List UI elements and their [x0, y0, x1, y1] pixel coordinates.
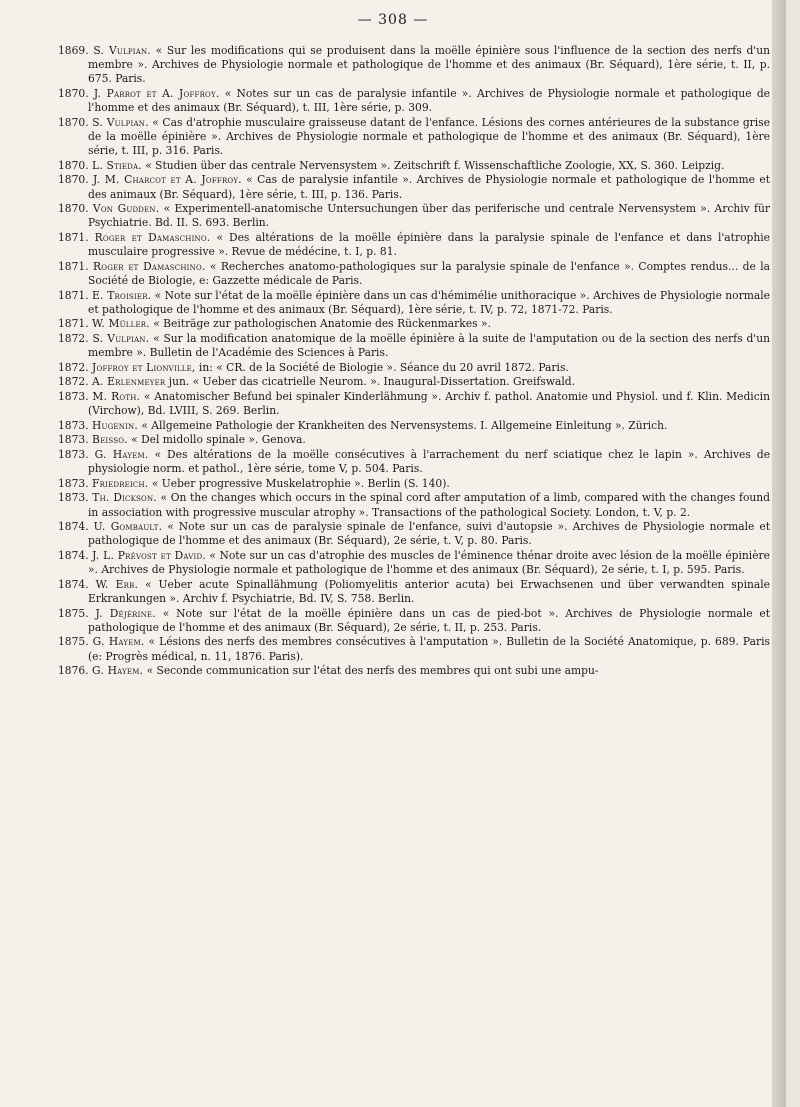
- entry-author: Roger et Damaschino.: [93, 259, 206, 273]
- bibliography-entry: [58, 607, 770, 635]
- entry-text: « Sur les modifications qui se produisent dans la moëlle épinière sous l'influence de la section des nerfs d'un membre ». Archives de Physiologie normale et pathologique de l'homme et des animaux (Br. Séquard), 1ère série, t. II, p. 675. Paris.: [88, 44, 771, 86]
- bibliography-entry: [58, 419, 770, 433]
- entry-year: 1870.: [58, 173, 89, 187]
- bibliography-entry: [58, 448, 770, 476]
- page-number: — 308 —: [357, 12, 429, 28]
- page-edge: [772, 0, 786, 1107]
- bibliography-entry: [58, 289, 770, 317]
- entry-year: 1874.: [58, 520, 89, 534]
- entry-text: « Beiträge zur pathologischen Anatomie des Rückenmarkes ».: [153, 317, 491, 331]
- bibliography-entry: [58, 87, 770, 115]
- entry-author: A. Erlenmeyer: [92, 375, 166, 389]
- entry-text: « Sur la modification anatomique de la moëlle épinière à la suite de l'amputation ou de la section des nerfs d'un membre ». Bulletin de l'Académie des Sciences à Paris.: [88, 331, 770, 360]
- entry-text: « Anatomischer Befund bei spinaler Kinderlähmung ». Archiv f. pathol. Anatomie und Physiol. und f. Klin. Medicin (Virchow), Bd. LVIII, S. 269. Berlin.: [88, 389, 770, 418]
- entry-year: 1873.: [58, 476, 89, 490]
- entry-year: 1870.: [58, 158, 89, 172]
- entry-author: S. Vulpian.: [93, 44, 151, 57]
- entry-year: 1876.: [58, 664, 89, 678]
- entry-year: 1871.: [58, 288, 89, 302]
- entry-author: W. Müller.: [92, 317, 150, 331]
- bibliography-entry: [58, 231, 770, 259]
- entry-text: « Cas d'atrophie musculaire graisseuse datant de l'enfance. Lésions des cornes antérieures de la substance grise de la moëlle épinière ». Archives de Physiologie normale et pathologique de l'homme et des animaux (Br. Séquard), 1ère série, t. III, p. 316. Paris.: [88, 115, 770, 158]
- entry-author: G. Hayem.: [92, 635, 145, 649]
- entry-text: « Cas de paralysie infantile ». Archives de Physiologie normale et pathologique de l'homme et des animaux (Br. Séquard), 1ère série, t. III, p. 136. Paris.: [88, 173, 770, 201]
- entry-year: 1871.: [58, 259, 89, 273]
- entry-author: L. Stieda.: [92, 158, 142, 172]
- entry-author: M. Roth.: [92, 389, 141, 403]
- entry-text: jun. « Ueber das cicatrielle Neurom. ». Inaugural-Dissertation. Greifswald.: [168, 375, 576, 389]
- entry-author: U. Gombault.: [93, 520, 163, 534]
- entry-author: Beisso.: [92, 433, 128, 447]
- bibliography-entry: [58, 317, 770, 331]
- entry-text: « On the changes which occurs in the spinal cord after amputation of a limb, compared with the changes found in association with progressive muscular atrophy ». Transactions of the pathological Society. London, t. V, p. 2.: [88, 491, 770, 519]
- bibliography-entry: [58, 433, 770, 447]
- bibliography-entry: [58, 578, 770, 606]
- bibliography-entry: [58, 361, 770, 375]
- entry-author: Friedreich.: [92, 476, 149, 490]
- entry-text: « Note sur l'état de la moëlle épinière dans un cas de pied-bot ». Archives de Physiologie normale et pathologique de l'homme et des animaux (Br. Séquard), 2e série, t. II, p. 253. Paris.: [88, 606, 770, 634]
- entry-year: 1875.: [58, 606, 89, 620]
- entry-author: E. Troisier.: [92, 288, 152, 302]
- entry-text: « Experimentell-anatomische Untersuchungen über das periferische und centrale Nervensystem ». Archiv für Psychiatrie. Bd. II. S. 693. Berlin.: [88, 202, 770, 230]
- bibliography-entry: [58, 390, 770, 418]
- entry-year: 1873.: [58, 433, 89, 447]
- entry-year: 1871.: [58, 317, 89, 331]
- entry-author: S. Vulpian.: [92, 115, 149, 129]
- entry-text: « Lésions des nerfs des membres consécutives à l'amputation ». Bulletin de la Société Anatomique, p. 689. Paris (e: Progrès médical, n. 11, 1876. Paris).: [88, 635, 770, 663]
- bibliography-entry: [58, 664, 770, 678]
- entry-year: 1873.: [58, 389, 89, 403]
- entry-text: « Seconde communication sur l'état des nerfs des membres qui ont subi une ampu-: [146, 664, 599, 678]
- bibliography-entry: [58, 375, 770, 389]
- entry-author: Hugenin.: [92, 418, 138, 432]
- bibliography-entry: [58, 44, 770, 87]
- entry-author: J. L. Prévost et David.: [92, 548, 206, 562]
- entry-text: « Recherches anatomo-pathologiques sur la paralysie spinale de l'enfance ». Comptes rendus... de la Société de Biologie, e: Gazzette médicale de Paris.: [88, 259, 770, 287]
- entry-year: 1869.: [58, 44, 89, 57]
- bibliography-list: [58, 44, 770, 679]
- entry-year: 1872.: [58, 331, 89, 345]
- entry-year: 1874.: [58, 548, 89, 562]
- bibliography-entry: [58, 477, 770, 491]
- entry-text: « Des altérations de la moëlle consécutives à l'arrachement du nerf sciatique chez le lapin ». Archives de physiologie norm. et pathol., 1ère série, tome V, p. 504. Paris.: [88, 447, 771, 476]
- entry-text: « Note sur un cas d'atrophie des muscles de l'éminence thénar droite avec lésion de la moëlle épinière ». Archives de Physiologie normale et pathologique de l'homme et des animaux (Br. Séquard), 2e série, t. I, p. 595. Paris.: [88, 548, 770, 577]
- entry-year: 1871.: [58, 230, 89, 244]
- entry-year: 1870.: [58, 115, 89, 129]
- entry-year: 1875.: [58, 635, 89, 649]
- entry-author: W. Erb.: [95, 577, 139, 591]
- bibliography-entry: [58, 116, 770, 159]
- entry-text: « Ueber progressive Muskelatrophie ». Berlin (S. 140).: [151, 476, 450, 490]
- entry-author: Roger et Damaschino.: [94, 230, 211, 244]
- entry-text: « Note sur un cas de paralysie spinale de l'enfance, suivi d'autopsie ». Archives de Physiologie normale et pathologique de l'homme et des animaux (Br. Séquard), 2e série, t. V, p. 80. Paris.: [88, 520, 770, 548]
- entry-year: 1872.: [58, 360, 89, 374]
- entry-year: 1873.: [58, 418, 89, 432]
- entry-author: Von Gudden.: [92, 202, 160, 216]
- entry-text: « Des altérations de la moëlle épinière dans la paralysie spinale de l'enfance et dans l'atrophie musculaire progressive ». Revue de médécine, t. I, p. 81.: [88, 230, 770, 259]
- bibliography-entry: [58, 332, 770, 360]
- entry-year: 1873.: [58, 491, 89, 505]
- entry-year: 1873.: [58, 447, 89, 461]
- bibliography-entry: [58, 202, 770, 230]
- entry-author: J. M. Charcot et A. Joffroy.: [93, 173, 242, 187]
- entry-author: J. Parrot et A. Joffroy.: [93, 87, 220, 100]
- bibliography-entry: [58, 260, 770, 288]
- entry-author: S. Vulpian.: [92, 331, 150, 345]
- entry-text: « Allgemeine Pathologie der Krankheiten des Nervensystems. I. Allgemeine Einleitung ». Zürich.: [141, 418, 668, 432]
- entry-text: in: « CR. de la Société de Biologie ». Séance du 20 avril 1872. Paris.: [198, 360, 569, 374]
- entry-author: J. Déjérine.: [95, 606, 156, 620]
- entry-year: 1872.: [58, 375, 89, 389]
- bibliography-entry: [58, 159, 770, 173]
- entry-text: « Note sur l'état de la moëlle épinière dans un cas d'hémimélie unithoracique ». Archives de Physiologie normale et pathologique de l'homme et des animaux (Br. Séquard), 1ère série, t. IV, p. 72, 1871-72. Paris.: [88, 288, 770, 316]
- entry-author: G. Hayem.: [94, 447, 149, 461]
- bibliography-entry: [58, 520, 770, 548]
- entry-author: G. Hayem.: [92, 664, 144, 678]
- entry-text: « Studien über das centrale Nervensystem ». Zeitschrift f. Wissenschaftliche Zoologie, XX, S. 360. Leipzig.: [145, 158, 725, 172]
- entry-year: 1874.: [58, 577, 89, 591]
- bibliography-entry: [58, 173, 770, 201]
- bibliography-entry: [58, 549, 770, 577]
- bibliography-entry: [58, 491, 770, 519]
- entry-text: « Notes sur un cas de paralysie infantile ». Archives de Physiologie normale et pathologique de l'homme et des animaux (Br. Séquard), t. III, 1ère série, p. 309.: [88, 87, 770, 115]
- entry-year: 1870.: [58, 87, 89, 100]
- entry-text: « Ueber acute Spinallähmung (Poliomyelitis anterior acuta) bei Erwachsenen und über verwandten spinale Erkrankungen ». Archiv f. Psychiatrie, Bd. IV, S. 758. Berlin.: [88, 577, 770, 605]
- entry-year: 1870.: [58, 202, 89, 216]
- entry-text: « Del midollo spinale ». Genova.: [131, 433, 306, 447]
- entry-author: Joffroy et Lionville,: [92, 360, 196, 374]
- entry-author: Th. Dickson.: [92, 491, 157, 505]
- bibliography-entry: [58, 635, 770, 663]
